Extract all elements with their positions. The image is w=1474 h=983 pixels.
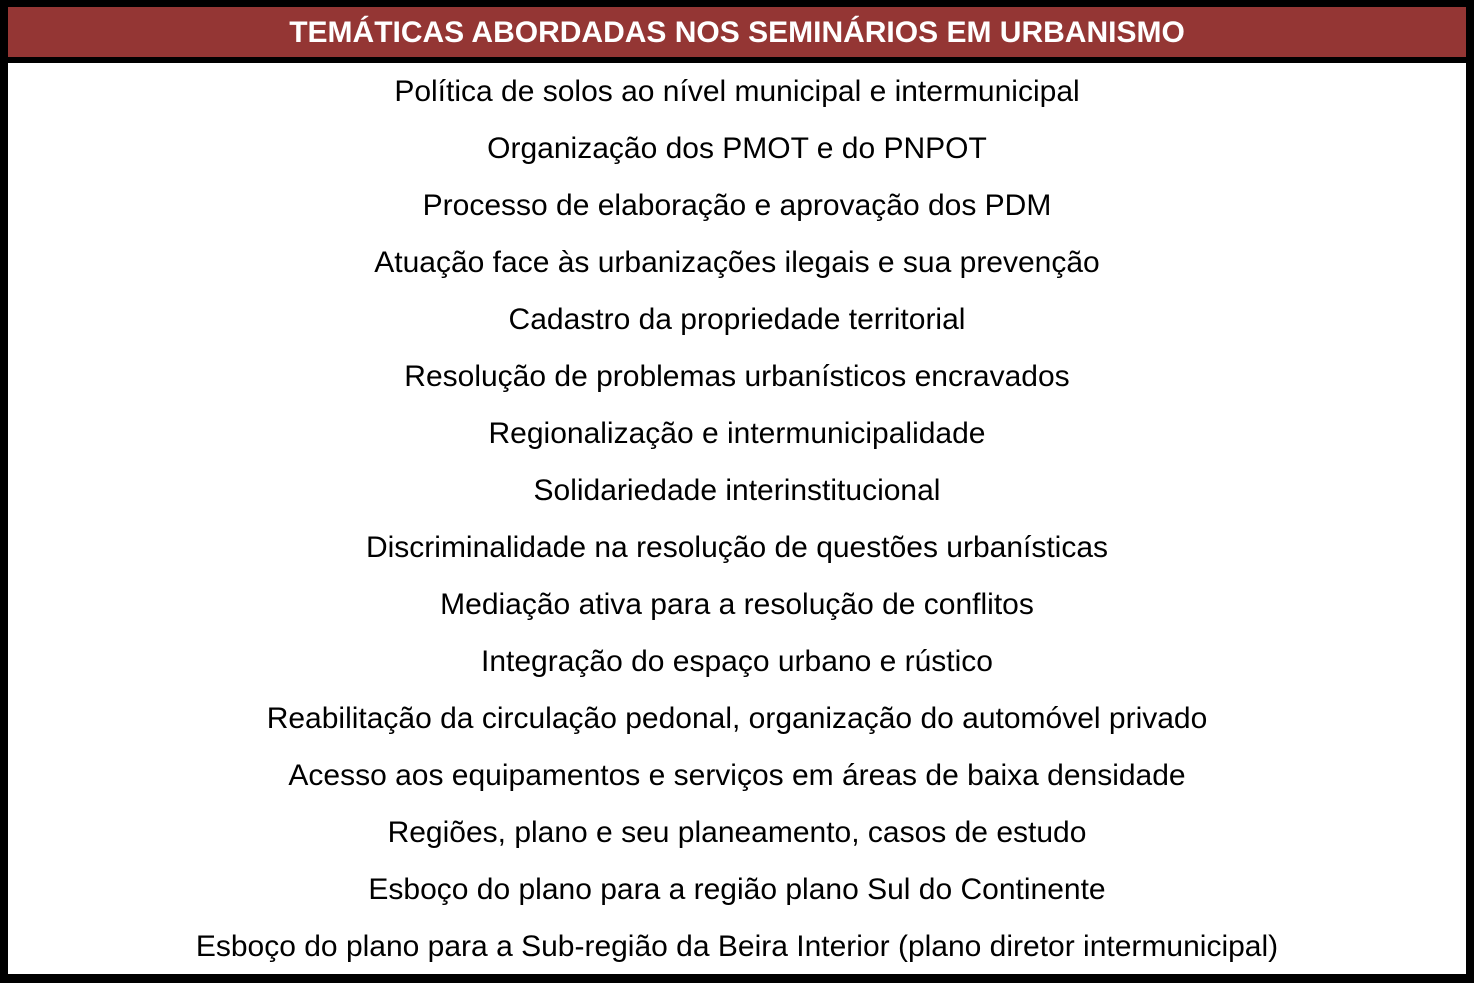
topic-item: Esboço do plano para a região plano Sul do Continente bbox=[368, 873, 1106, 906]
topic-item: Discriminalidade na resolução de questões urbanísticas bbox=[365, 531, 1109, 564]
topic-item: Regiões, plano e seu planeamento, casos de estudo bbox=[387, 816, 1087, 849]
table-body bbox=[8, 63, 1466, 974]
topic-item: Reabilitação da circulação pedonal, organização do automóvel privado bbox=[266, 702, 1208, 735]
topic-item: Resolução de problemas urbanísticos encravados bbox=[404, 360, 1070, 393]
table-header bbox=[8, 7, 1466, 57]
topic-item: Processo de elaboração e aprovação dos PDM bbox=[422, 189, 1052, 222]
topic-item: Integração do espaço urbano e rústico bbox=[480, 645, 993, 678]
topic-item: Política de solos ao nível municipal e intermunicipal bbox=[394, 75, 1080, 108]
topic-item: Organização dos PMOT e do PNPOT bbox=[487, 132, 987, 165]
topic-list bbox=[8, 63, 1466, 975]
topic-item: Acesso aos equipamentos e serviços em áreas de baixa densidade bbox=[288, 759, 1186, 792]
topic-item: Regionalização e intermunicipalidade bbox=[488, 417, 986, 450]
topic-item: Esboço do plano para a Sub-região da Beira Interior (plano diretor intermunicipal) bbox=[195, 930, 1279, 963]
topic-item: Mediação ativa para a resolução de conflitos bbox=[440, 588, 1034, 621]
topic-item: Solidariedade interinstitucional bbox=[533, 474, 941, 507]
topic-item: Atuação face às urbanizações ilegais e sua prevenção bbox=[374, 246, 1100, 279]
topic-item: Cadastro da propriedade territorial bbox=[508, 303, 966, 336]
table-title: TEMÁTICAS ABORDADAS NOS SEMINÁRIOS EM URBANISMO bbox=[289, 16, 1185, 49]
